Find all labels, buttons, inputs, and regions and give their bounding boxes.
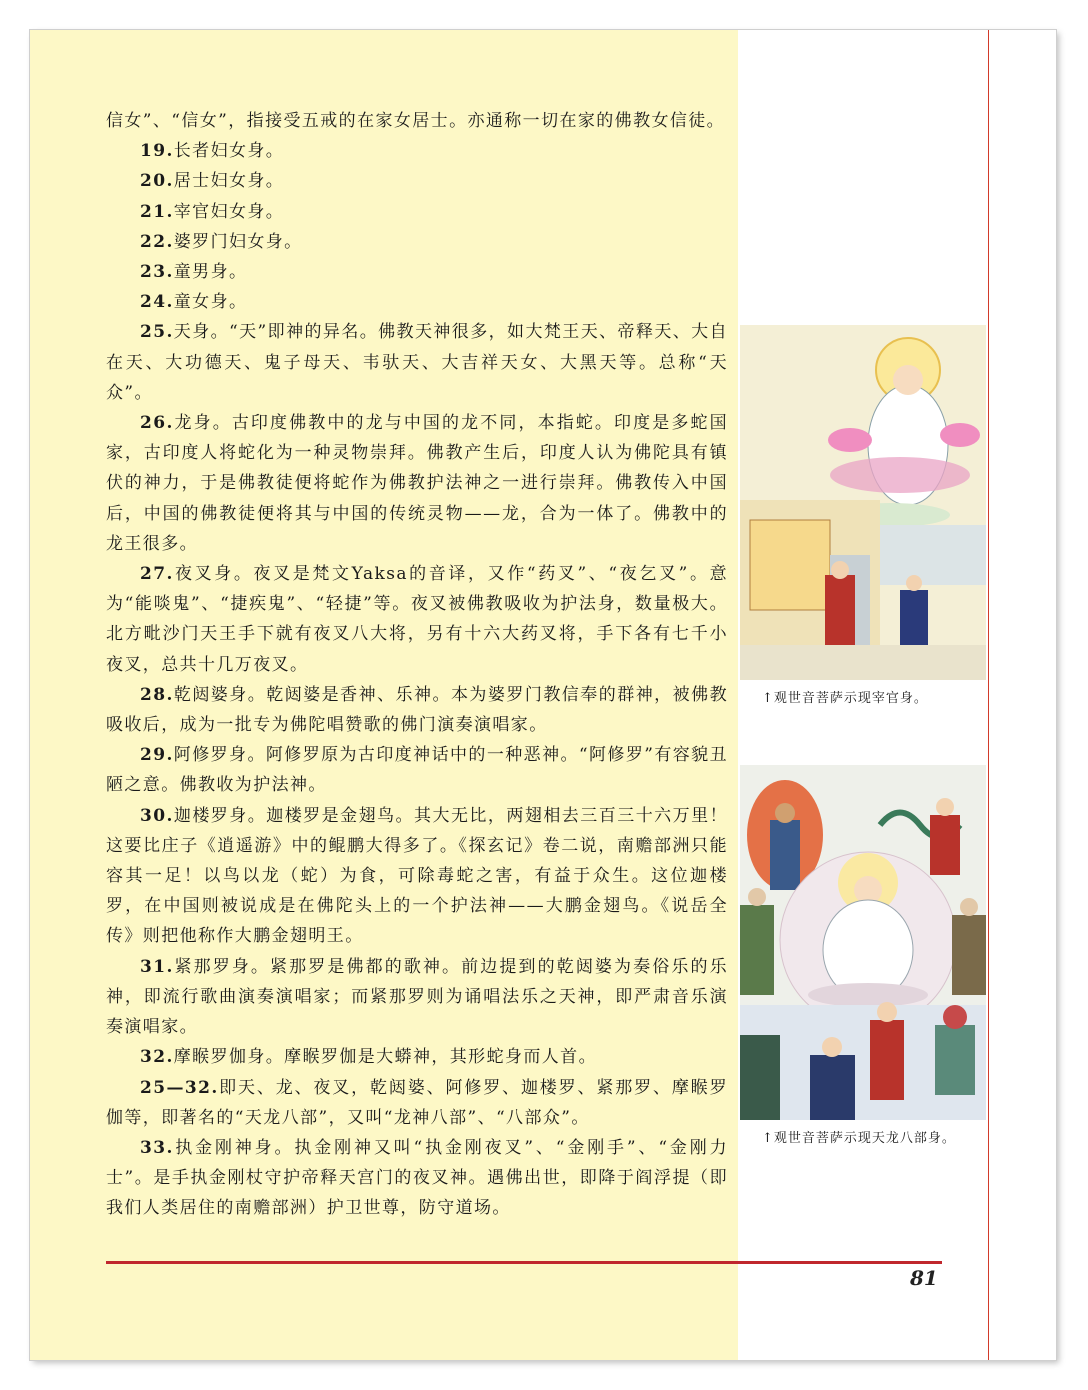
right-margin-rule (988, 30, 989, 1360)
paragraph: 信女”、“信女”，指接受五戒的在家女居士。亦通称一切在家的佛教女信徒。 (106, 111, 726, 131)
paragraph: 22.婆罗门妇女身。 (140, 231, 303, 252)
paragraph: 33.执金刚神身。执金刚神又叫“执金刚夜叉”、“金刚手”、“金刚力士”。是手执金刚杖守护帝释天宫门的夜叉神。遇佛出世，即降于阎浮提（即我们人类居住的南赡部洲）护卫世尊，防守道场。 (106, 1137, 728, 1219)
paragraph: 25.天身。“天”即神的异名。佛教天神很多，如大梵王天、帝释天、大自在天、大功德天、鬼子母天、韦驮天、大吉祥天女、大黑天等。总称“天众”。 (106, 322, 728, 403)
paragraph: 32.摩睺罗伽身。摩睺罗伽是大蟒神，其形蛇身而人首。 (140, 1047, 597, 1068)
paragraph: 27.夜叉身。夜叉是梵文Yaksa的音译，又作“药叉”、“夜乞叉”。意为“能啖鬼”、“捷疾鬼”、“轻捷”等。夜叉被佛教吸收为护法身，数量极大。北方毗沙门天王手下就有夜叉八大将，另有十六大药叉将，手下各有七千小夜叉，总共十几万夜叉。 (106, 564, 728, 675)
paragraph: 26.龙身。古印度佛教中的龙与中国的龙不同，本指蛇。印度是多蛇国家，古印度人将蛇化为一种灵物崇拜。佛教产生后，印度人认为佛陀具有镇伏的神力，于是佛教徒便将蛇作为佛教护法神之一进行崇拜。佛教传入中国后，中国的佛教徒便将其与中国的传统灵物——龙，合为一体了。佛教中的龙王很多。 (106, 413, 728, 554)
guanyin-official-illustration (740, 325, 986, 680)
footer-rule (106, 1261, 942, 1264)
paragraph: 29.阿修罗身。阿修罗原为古印度神话中的一种恶神。“阿修罗”有容貌丑陋之意。佛教收为护法神。 (106, 745, 728, 796)
paragraph: 25—32.即天、龙、夜叉，乾闼婆、阿修罗、迦楼罗、紧那罗、摩睺罗伽等，即著名的“天龙八部”，又叫“龙神八部”、“八部众”。 (106, 1077, 728, 1128)
paragraph: 21.宰官妇女身。 (140, 201, 285, 222)
paragraph: 28.乾闼婆身。乾闼婆是香神、乐神。本为婆罗门教信奉的群神，被佛教吸收后，成为一批专为佛陀唱赞歌的佛门演奏演唱家。 (106, 684, 728, 736)
guanyin-eight-legions-illustration (740, 765, 986, 1120)
paragraph: 20.居士妇女身。 (140, 171, 285, 192)
paragraph: 23.童男身。 (140, 262, 248, 283)
illustration-caption: ↑观世音菩萨示现天龙八部身。 (762, 1131, 956, 1146)
paragraph: 24.童女身。 (140, 292, 248, 313)
paragraph: 31.紧那罗身。紧那罗是佛都的歌神。前边提到的乾闼婆为奏俗乐的乐神，即流行歌曲演奏演唱家；而紧那罗则为诵唱法乐之天神，即严肃音乐演奏演唱家。 (106, 956, 728, 1038)
illustration-caption: ↑观世音菩萨示现宰官身。 (762, 691, 928, 706)
paragraph: 30.迦楼罗身。迦楼罗是金翅鸟。其大无比，两翅相去三百三十六万里！这要比庄子《逍遥游》中的鲲鹏大得多了。《探玄记》卷二说，南赡部洲只能容其一足！以鸟以龙（蛇）为食，可除毒蛇之害，有益于众生。这位迦楼罗，在中国则被说成是在佛陀头上的一个护法神——大鹏金翅鸟。《说岳全传》则把他称作大鹏金翅明王。 (106, 805, 728, 947)
page-number: 81 (910, 1266, 938, 1290)
body-text (106, 106, 728, 1224)
paragraph: 19.长者妇女身。 (140, 141, 285, 162)
